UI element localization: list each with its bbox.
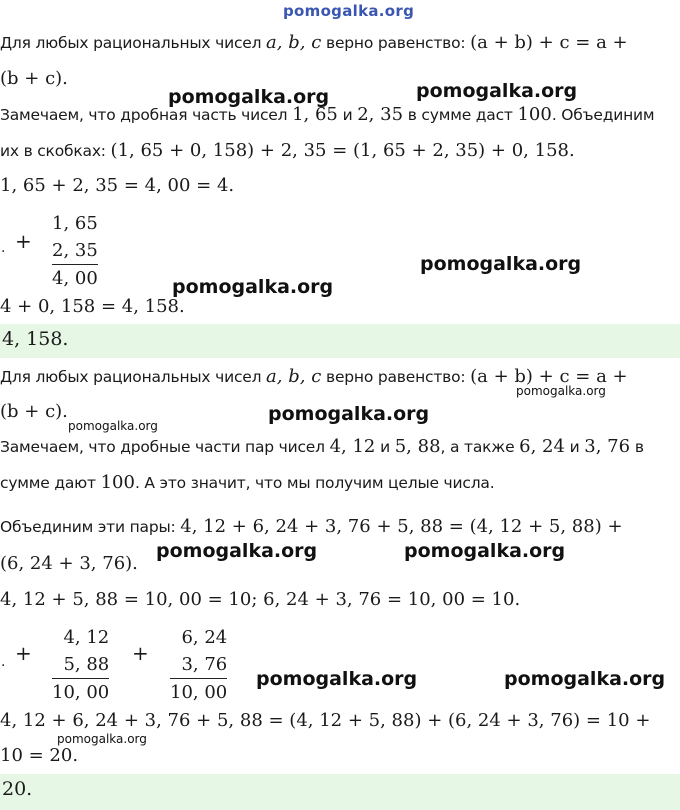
watermark: pomogalka.org xyxy=(504,668,666,690)
watermark: pomogalka.org xyxy=(420,253,582,275)
answer-bar xyxy=(0,774,680,810)
column-addition-2 xyxy=(170,624,227,706)
plus-sign: + xyxy=(132,641,149,665)
watermark: pomogalka.org xyxy=(57,732,147,746)
dot-marker: . xyxy=(1,654,6,670)
s2-grouping: Объединим эти пары: 4, 12 + 6, 24 + 3, 76 + 5, 88 = (4, 12 + 5, 88) + xyxy=(0,516,623,537)
watermark: pomogalka.org xyxy=(516,384,606,398)
column-result: 10, 00 xyxy=(52,678,109,706)
s1-rule-line-cont: (b + c). xyxy=(0,68,68,89)
column-result: 10, 00 xyxy=(170,678,227,706)
plus-sign: + xyxy=(15,229,32,253)
s2-rule-line-cont: (b + c). xyxy=(0,401,68,422)
watermark: pomogalka.org xyxy=(156,540,318,562)
s1-sum-eq: 1, 65 + 2, 35 = 4, 00 = 4. xyxy=(0,175,235,196)
column-result: 4, 00 xyxy=(52,264,98,292)
watermark: pomogalka.org xyxy=(68,419,158,433)
column-mid: 2, 35 xyxy=(52,240,98,261)
answer-value: 20. xyxy=(2,778,33,800)
s2-pair-sums: 4, 12 + 5, 88 = 10, 00 = 10; 6, 24 + 3, 76 = 10, 00 = 10. xyxy=(0,589,521,610)
s2-grouping-cont: (6, 24 + 3, 76). xyxy=(0,553,138,574)
s2-observation: Замечаем, что дробные части пар чисел 4, 12 и 5, 88, а также 6, 24 и 3, 76 в xyxy=(0,436,644,457)
s2-rule-line: Для любых рациональных чисел a, b, c верно равенство: (a + b) + c = a + xyxy=(0,366,628,387)
dot-marker: . xyxy=(1,240,6,256)
answer-bar xyxy=(0,324,680,358)
s1-final-eq: 4 + 0, 158 = 4, 158. xyxy=(0,296,185,317)
watermark: pomogalka.org xyxy=(172,276,334,298)
s2-full-eq: 4, 12 + 6, 24 + 3, 76 + 5, 88 = (4, 12 + 5, 88) + (6, 24 + 3, 76) = 10 + xyxy=(0,710,651,731)
watermark: pomogalka.org xyxy=(256,668,418,690)
column-top: 6, 24 xyxy=(181,627,228,648)
column-addition-1 xyxy=(52,624,109,706)
column-top: 1, 65 xyxy=(52,213,98,234)
watermark: pomogalka.org xyxy=(404,540,566,562)
plus-sign: + xyxy=(15,641,32,665)
s2-full-eq-cont: 10 = 20. xyxy=(0,745,79,766)
column-top: 4, 12 xyxy=(63,627,110,648)
s1-observation: Замечаем, что дробная часть чисел 1, 65 и 2, 35 в сумме даст 100. Объединим xyxy=(0,104,655,125)
watermark: pomogalka.org xyxy=(168,86,330,108)
column-addition xyxy=(52,210,98,292)
s2-observation-cont: сумме дают 100. А это значит, что мы получим целые числа. xyxy=(0,472,495,493)
watermark-top[interactable]: pomogalka.org xyxy=(283,2,415,20)
watermark: pomogalka.org xyxy=(416,80,578,102)
column-mid: 3, 76 xyxy=(181,654,228,675)
watermark: pomogalka.org xyxy=(268,403,430,425)
s1-grouping: их в скобках: (1, 65 + 0, 158) + 2, 35 = (1, 65 + 2, 35) + 0, 158. xyxy=(0,140,575,161)
column-mid: 5, 88 xyxy=(63,654,110,675)
answer-value: 4, 158. xyxy=(2,328,69,350)
s1-rule-line: Для любых рациональных чисел a, b, c верно равенство: (a + b) + c = a + xyxy=(0,32,628,53)
